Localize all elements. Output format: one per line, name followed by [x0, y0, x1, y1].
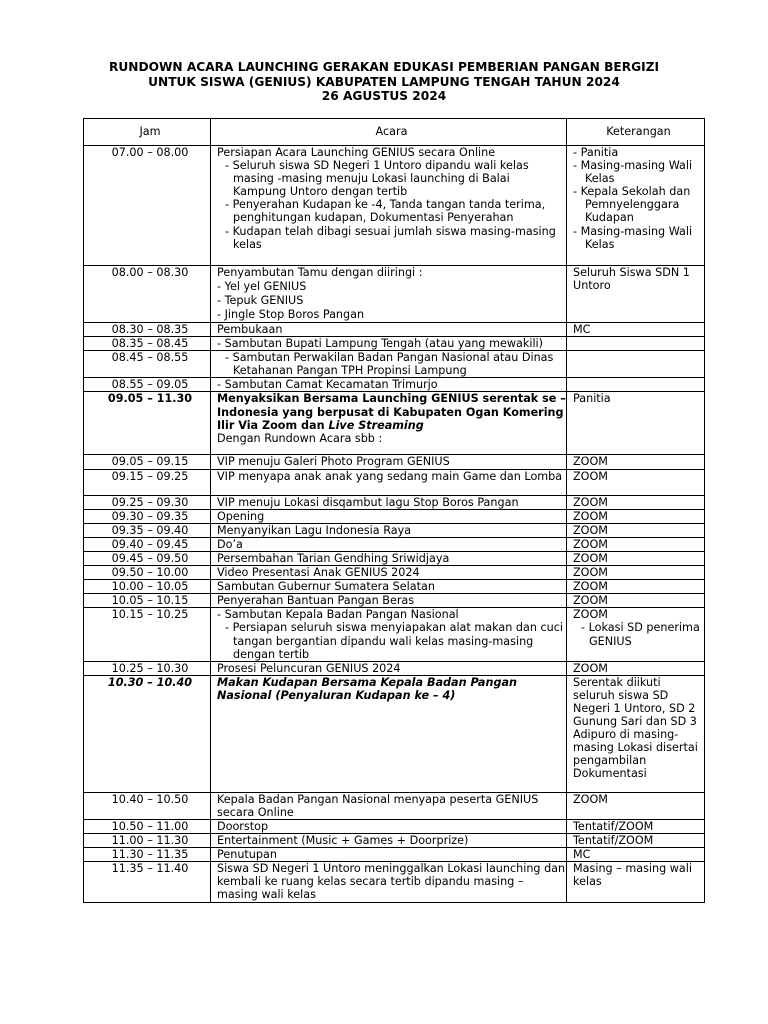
acara-cell: VIP menyapa anak anak yang sedang main Game dan Lomba [211, 469, 567, 495]
acara-line: - Kudapan telah dibagi sesuai jumlah siswa masing-masing kelas [225, 224, 556, 251]
acara-cell: Sambutan Gubernur Sumatera Selatan [211, 580, 567, 594]
header-keterangan: Keterangan [567, 119, 705, 146]
acara-line: - Sambutan Kepala Badan Pangan Nasional [217, 608, 459, 622]
acara-line: - Jingle Stop Boros Pangan [217, 308, 365, 321]
keterangan-cell [567, 608, 705, 661]
keterangan-cell: ZOOM [567, 661, 705, 675]
acara-cell: Persembahan Tarian Gendhing Sriwidjaya [211, 551, 567, 565]
table-row [84, 323, 705, 337]
table-row [84, 862, 705, 903]
jam-cell: 10.05 – 10.15 [84, 594, 211, 608]
keterangan-cell: Masing – masing wali kelas [567, 862, 705, 903]
acara-cell: VIP menuju Galeri Photo Program GENIUS [211, 455, 567, 469]
table-row [84, 146, 705, 266]
jam-cell: 09.25 – 09.30 [84, 495, 211, 509]
document-title [0, 60, 768, 104]
acara-cell: Makan Kudapan Bersama Kepala Badan Pangan Nasional (Penyaluran Kudapan ke – 4) [211, 675, 567, 792]
jam-cell: 10.50 – 11.00 [84, 819, 211, 833]
table-row [84, 523, 705, 537]
keterangan-cell: ZOOM [567, 594, 705, 608]
jam-cell: 08.45 – 08.55 [84, 351, 211, 378]
table-row [84, 337, 705, 351]
acara-cell: - Sambutan Bupati Lampung Tengah (atau yang mewakili) [211, 337, 567, 351]
jam-cell: 09.05 – 09.15 [84, 455, 211, 469]
acara-cell [211, 351, 567, 378]
keterangan-cell: ZOOM [567, 523, 705, 537]
jam-cell: 10.30 – 10.40 [84, 675, 211, 792]
keterangan-line: - Panitia [573, 146, 619, 159]
table-row [84, 266, 705, 323]
table-row [84, 566, 705, 580]
acara-cell: Video Presentasi Anak GENIUS 2024 [211, 566, 567, 580]
keterangan-line: - Masing-masing Wali Kelas [573, 224, 693, 251]
table-row [84, 675, 705, 792]
keterangan-line: - Kepala Sekolah dan Pemnyelenggara Kudapan [573, 185, 691, 225]
acara-line: - Yel yel GENIUS [217, 280, 307, 293]
table-row [84, 392, 705, 455]
jam-cell: 11.00 – 11.30 [84, 834, 211, 848]
jam-cell: 08.55 – 09.05 [84, 378, 211, 392]
jam-cell: 09.50 – 10.00 [84, 566, 211, 580]
title-line-1: RUNDOWN ACARA LAUNCHING GERAKAN EDUKASI PEMBERIAN PANGAN BERGIZI [108, 60, 660, 74]
keterangan-cell: Tentatif/ZOOM [567, 834, 705, 848]
table-row [84, 792, 705, 819]
keterangan-cell: ZOOM [567, 509, 705, 523]
acara-cell: Menyanyikan Lagu Indonesia Raya [211, 523, 567, 537]
acara-cell: Kepala Badan Pangan Nasional menyapa peserta GENIUS secara Online [211, 792, 567, 819]
table-row [84, 455, 705, 469]
table-row [84, 661, 705, 675]
keterangan-cell: ZOOM [567, 580, 705, 594]
rundown-table [83, 118, 705, 903]
jam-cell: 11.30 – 11.35 [84, 848, 211, 862]
acara-cell: Penyerahan Bantuan Pangan Beras [211, 594, 567, 608]
table-row [84, 351, 705, 378]
acara-line: Dengan Rundown Acara sbb : [217, 431, 383, 445]
title-line-2: UNTUK SISWA (GENIUS) KABUPATEN LAMPUNG TENGAH TAHUN 2024 [148, 74, 620, 89]
table-row [84, 594, 705, 608]
jam-cell: 08.00 – 08.30 [84, 266, 211, 323]
keterangan-cell: ZOOM [567, 537, 705, 551]
acara-cell: VIP menuju Lokasi disqambut lagu Stop Boros Pangan [211, 495, 567, 509]
acara-line: Penyambutan Tamu dengan diiringi : [217, 266, 423, 279]
table-row [84, 551, 705, 565]
jam-cell: 11.35 – 11.40 [84, 862, 211, 903]
keterangan-cell [567, 337, 705, 351]
keterangan-line: ZOOM [573, 608, 608, 622]
table-row [84, 834, 705, 848]
table-row [84, 495, 705, 509]
jam-cell: 08.30 – 08.35 [84, 323, 211, 337]
acara-cell: Siswa SD Negeri 1 Untoro meninggalkan Lokasi launching dan kembali ke ruang kelas secara tertib dipandu masing – masing wali kelas [211, 862, 567, 903]
acara-bold-text: Menyaksikan Bersama Launching GENIUS serentak se – Indonesia yang berpusat di Kabupaten Ogan Komering Ilir Via Zoom dan [217, 392, 566, 432]
table-row [84, 537, 705, 551]
keterangan-cell: ZOOM [567, 551, 705, 565]
keterangan-cell [567, 146, 705, 266]
table-row [84, 469, 705, 495]
jam-cell: 10.25 – 10.30 [84, 661, 211, 675]
keterangan-cell: ZOOM [567, 455, 705, 469]
jam-cell: 09.30 – 09.35 [84, 509, 211, 523]
acara-cell [211, 608, 567, 661]
jam-cell: 10.00 – 10.05 [84, 580, 211, 594]
keterangan-cell: ZOOM [567, 792, 705, 819]
keterangan-cell: MC [567, 848, 705, 862]
table-row [84, 848, 705, 862]
table-row [84, 378, 705, 392]
keterangan-cell [567, 378, 705, 392]
table-row [84, 608, 705, 661]
acara-cell: Penutupan [211, 848, 567, 862]
acara-line: - Persiapan seluruh siswa menyiapakan alat makan dan cuci tangan bergantian dipandu wali kelas masing-masing dengan tertib [225, 621, 563, 661]
acara-cell [211, 392, 567, 455]
keterangan-cell [567, 351, 705, 378]
acara-cell: Pembukaan [211, 323, 567, 337]
acara-cell: Opening [211, 509, 567, 523]
keterangan-cell [567, 266, 705, 323]
jam-cell: 09.05 – 11.30 [84, 392, 211, 455]
jam-cell: 08.35 – 08.45 [84, 337, 211, 351]
title-line-3: 26 AGUSTUS 2024 [321, 89, 447, 103]
table-row [84, 580, 705, 594]
keterangan-cell: MC [567, 323, 705, 337]
keterangan-cell: Tentatif/ZOOM [567, 819, 705, 833]
acara-line: Persiapan Acara Launching GENIUS secara Online [217, 146, 496, 159]
acara-cell: Entertainment (Music + Games + Doorprize) [211, 834, 567, 848]
acara-cell: Do’a [211, 537, 567, 551]
keterangan-cell: ZOOM [567, 495, 705, 509]
jam-cell: 09.40 – 09.45 [84, 537, 211, 551]
header-acara: Acara [211, 119, 567, 146]
acara-line: - Seluruh siswa SD Negeri 1 Untoro dipandu wali kelas masing -masing menuju Lokasi launching di Balai Kampung Untoro dengan tertib [225, 159, 529, 199]
acara-line: - Penyerahan Kudapan ke -4, Tanda tangan tanda terima, penghitungan kudapan, Dokumentasi Penyerahan [225, 198, 546, 225]
acara-cell [211, 266, 567, 323]
keterangan-cell: ZOOM [567, 566, 705, 580]
acara-line: - Sambutan Perwakilan Badan Pangan Nasional atau Dinas Ketahanan Pangan TPH Propinsi Lampung [225, 351, 554, 378]
jam-cell: 10.40 – 10.50 [84, 792, 211, 819]
jam-cell: 09.15 – 09.25 [84, 469, 211, 495]
table-row [84, 509, 705, 523]
keterangan-line: - Lokasi SD penerima GENIUS [581, 621, 700, 648]
keterangan-line: Seluruh Siswa SDN 1 Untoro [573, 266, 690, 293]
acara-cell: Doorstop [211, 819, 567, 833]
jam-cell: 09.35 – 09.40 [84, 523, 211, 537]
jam-cell: 09.45 – 09.50 [84, 551, 211, 565]
keterangan-cell: ZOOM [567, 469, 705, 495]
keterangan-cell: Serentak diikuti seluruh siswa SD Negeri 1 Untoro, SD 2 Gunung Sari dan SD 3 Adipuro di masing-masing Lokasi disertai pengambilan Dokumentasi [567, 675, 705, 792]
table-row [84, 819, 705, 833]
acara-line: - Tepuk GENIUS [217, 294, 304, 307]
keterangan-line: - Masing-masing Wali Kelas [573, 159, 693, 186]
header-jam: Jam [84, 119, 211, 146]
acara-cell: - Sambutan Camat Kecamatan Trimurjo [211, 378, 567, 392]
acara-cell: Prosesi Peluncuran GENIUS 2024 [211, 661, 567, 675]
jam-cell: 10.15 – 10.25 [84, 608, 211, 661]
acara-bold-italic-text: Live Streaming [328, 418, 424, 432]
acara-cell [211, 146, 567, 266]
table-header-row [84, 119, 705, 146]
keterangan-cell: Panitia [567, 392, 705, 455]
jam-cell: 07.00 – 08.00 [84, 146, 211, 266]
